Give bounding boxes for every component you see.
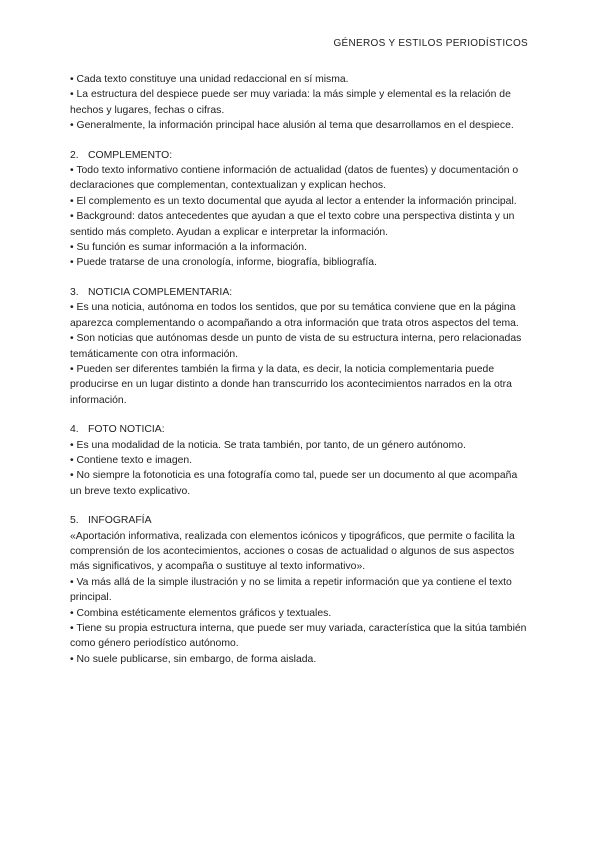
paragraph: • Son noticias que autónomas desde un punto de vista de su estructura interna, pero relacionadas temáticamente con otra información. — [70, 333, 522, 360]
paragraph: • Tiene su propia estructura interna, que puede ser muy variada, característica que la sitúa también como género periodístico autónomo. — [70, 623, 527, 650]
intro-block — [70, 72, 530, 134]
paragraph: • Puede tratarse de una cronología, informe, biografía, bibliografía. — [70, 257, 377, 269]
paragraph: • Su función es sumar información a la información. — [70, 242, 307, 254]
paragraph: • Combina estéticamente elementos gráficos y textuales. — [70, 607, 332, 619]
section-title: NOTICIA COMPLEMENTARIA: — [88, 286, 233, 298]
section-title: FOTO NOTICIA: — [88, 424, 165, 436]
section-title: COMPLEMENTO: — [88, 149, 173, 161]
section-number: 3. — [70, 286, 79, 298]
paragraph: • No suele publicarse, sin embargo, de forma aislada. — [70, 653, 317, 665]
section-number: 5. — [70, 515, 79, 527]
paragraph: • La estructura del despiece puede ser muy variada: la más simple y elemental es la relación de hechos y lugares, fechas o cifras. — [70, 89, 511, 116]
section-infografia — [70, 513, 530, 667]
section-heading — [70, 422, 530, 437]
paragraph: • Va más allá de la simple ilustración y no se limita a repetir información que ya contiene el texto principal. — [70, 576, 512, 604]
paragraph: • Cada texto constituye una unidad redaccional en sí misma. — [70, 74, 349, 85]
section-foto-noticia — [70, 422, 530, 499]
section-noticia-complementaria — [70, 285, 530, 408]
section-number: 4. — [70, 424, 79, 436]
paragraph: «Aportación informativa, realizada con elementos icónicos y tipográficos, que permite o facilita la comprensión de los acontecimientos, acciones o cosas de actualidad o algunos de sus aspectos más significativos, y acompaña o sustituye al texto informativo». — [70, 530, 515, 573]
paragraph: • No siempre la fotonoticia es una fotografía como tal, puede ser un documento al que acompaña un breve texto explicativo. — [70, 470, 518, 497]
paragraph: • Generalmente, la información principal hace alusión al tema que desarrollamos en el despiece. — [70, 120, 514, 132]
section-number: 2. — [70, 149, 79, 161]
paragraph: • Todo texto informativo contiene información de actualidad (datos de fuentes) y documentación o declaraciones que complementan, contextualizan y explican hechos. — [70, 165, 519, 192]
section-heading — [70, 148, 530, 163]
paragraph: • El complemento es un texto documental que ayuda al lector a entender la información principal. — [70, 195, 517, 207]
paragraph: • Pueden ser diferentes también la firma y la data, es decir, la noticia complementaria puede producirse en un lugar distinto a donde han transcurrido los acontecimientos narrados en la otra información. — [70, 363, 512, 406]
section-complemento — [70, 148, 530, 271]
paragraph: • Background: datos antecedentes que ayudan a que el texto cobre una perspectiva distinta y un sentido más completo. Ayudan a explicar e interpretar la información. — [70, 211, 515, 238]
page-header: GÉNEROS Y ESTILOS PERIODÍSTICOS — [333, 38, 528, 49]
paragraph: • Es una modalidad de la noticia. Se trata también, por tanto, de un género autónomo. — [70, 439, 466, 451]
section-heading — [70, 285, 530, 300]
section-heading — [70, 513, 530, 528]
section-title: INFOGRAFÍA — [88, 515, 152, 527]
paragraph: • Es una noticia, autónoma en todos los sentidos, que por su temática conviene que en la página aparezca complementando o acompañando a otra información que trata otros aspectos del tema. — [70, 302, 519, 329]
document-body — [70, 72, 530, 681]
paragraph: • Contiene texto e imagen. — [70, 454, 193, 466]
